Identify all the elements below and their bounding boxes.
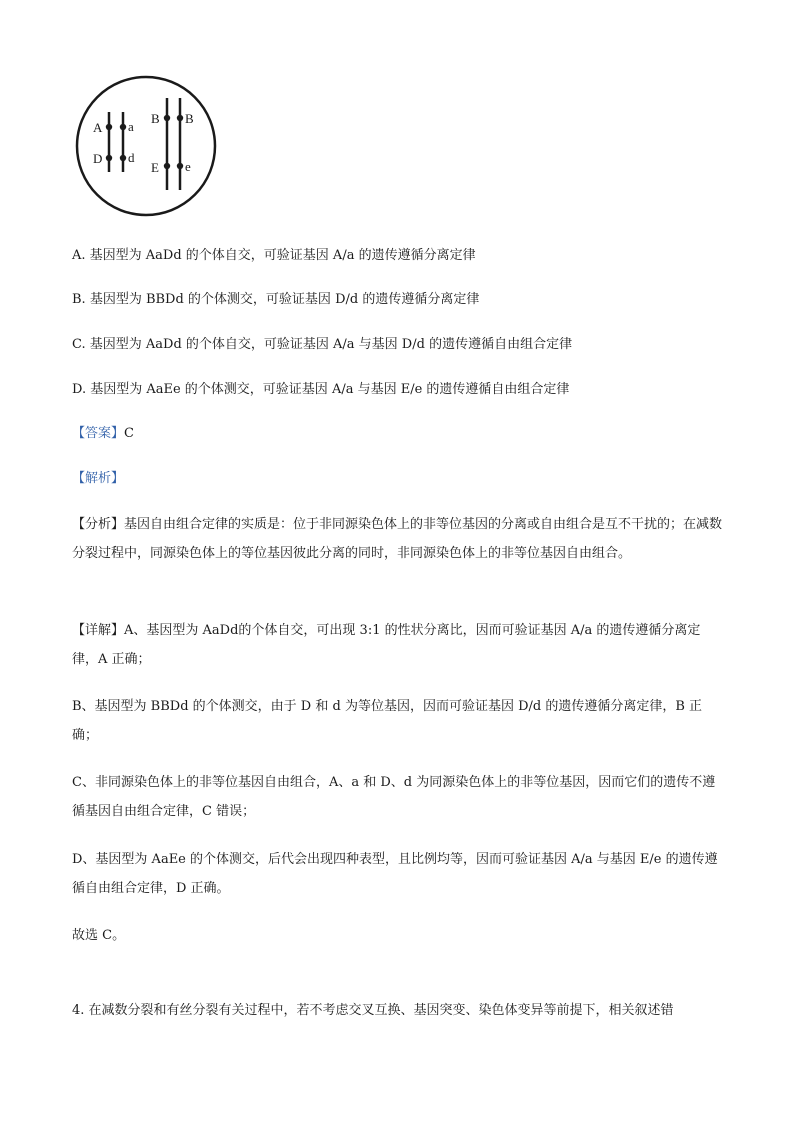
option-b: B. 基因型为 BBDd 的个体测交，可验证基因 D/d 的遗传遵循分离定律 [72,292,480,307]
gene-label-E: E [151,160,159,175]
conclusion: 故选 C。 [72,928,126,943]
detail-label: 【详解】 [72,623,125,638]
gene-dot-E [164,163,170,169]
analysis-paragraph [72,510,724,568]
cell-outline [77,77,215,215]
analysis-text: 基因自由组合定律的实质是：位于非同源染色体上的非等位基因的分离或自由组合是互不干扰的；在减数分裂过程中，同源染色体上的等位基因彼此分离的同时，非同源染色体上的非等位基因自由组合。 [72,517,723,561]
next-question: 4. 在减数分裂和有丝分裂有关过程中，若不考虑交叉互换、基因突变、染色体变异等前提下，相关叙述错 [72,1003,674,1018]
gene-label-A: A [93,120,103,135]
analysis-header: 【解析】 [72,471,125,486]
detail-paragraph-d: D、基因型为 AaEe 的个体测交，后代会出现四种表型，且比例均等，因而可验证基因 A/a 与基因 E/e 的遗传遵循自由组合定律，D 正确。 [72,852,718,896]
option-a: A. 基因型为 AaDd 的个体自交，可验证基因 A/a 的遗传遵循分离定律 [72,248,476,263]
gene-dot-B1 [164,115,170,121]
detail-a-text: A、基因型为 AaDd的个体自交，可出现 3:1 的性状分离比，因而可验证基因 A/a 的遗传遵循分离定律，A 正确； [72,623,701,667]
option-c: C. 基因型为 AaDd 的个体自交，可验证基因 A/a 与基因 D/d 的遗传遵循自由组合定律 [72,337,573,352]
gene-dot-d [120,155,126,161]
gene-label-a: a [128,119,134,134]
answer-line [72,424,134,444]
gene-label-e: e [185,159,191,174]
gene-dot-e [177,163,183,169]
detail-paragraph-a [72,616,724,674]
gene-label-D: D [93,151,103,166]
option-d: D. 基因型为 AaEe 的个体测交，可验证基因 A/a 与基因 E/e 的遗传遵循自由组合定律 [72,382,570,397]
gene-dot-B2 [177,115,183,121]
gene-label-B1: B [151,111,160,126]
gene-label-d: d [128,150,135,165]
gene-dot-A [106,124,112,130]
analysis-label: 【分析】 [72,517,125,532]
detail-paragraph-b: B、基因型为 BBDd 的个体测交，由于 D 和 d 为等位基因，因而可验证基因 D/d 的遗传遵循分离定律，B 正确； [72,699,703,743]
answer-value: C [124,426,134,441]
detail-paragraph-c: C、非同源染色体上的非等位基因自由组合，A、a 和 D、d 为同源染色体上的非等位基因，因而它们的遗传不遵循基因自由组合定律，C 错误； [72,775,716,819]
answer-label: 【答案】 [72,426,125,441]
gene-dot-D [106,155,112,161]
gene-dot-a [120,124,126,130]
cell-diagram [74,74,218,218]
gene-label-B2: B [185,111,194,126]
